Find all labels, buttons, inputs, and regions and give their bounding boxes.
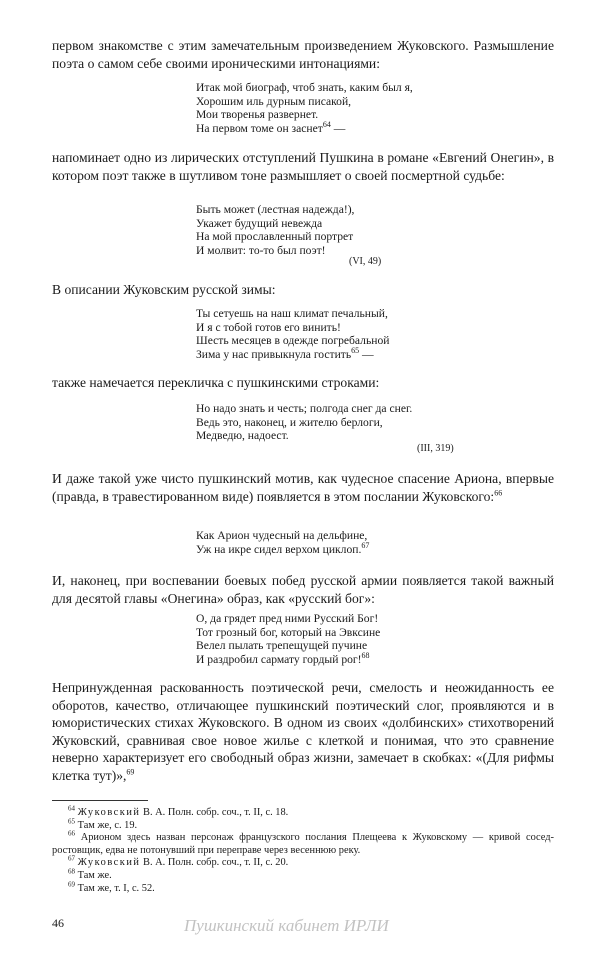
verse-line: Велел пылать трепещущей пучине [196, 639, 368, 653]
paragraph-3: В описании Жуковским русской зимы: [52, 282, 276, 297]
verse-line: Зима у нас привыкнула гостить$^{65}$ — [196, 345, 374, 361]
verse-line: Но надо знать и честь; полгода снег да снег. [196, 402, 413, 415]
verse-quote-6 [196, 612, 380, 666]
verse-quote-4 [196, 402, 412, 443]
verse-line: Медведю, надоест. [196, 429, 289, 443]
footnote-ref: 66 [494, 487, 503, 497]
verse-line: На первом томе он заснет$^{64}$ — [196, 119, 346, 135]
footnote: $^{67}$ Жуковский В. А. Полн. собр. соч., т. II, с. 20. [68, 854, 289, 869]
footnote: $^{68}$ Там же. [68, 867, 112, 881]
verse-line: Тот грозный бог, который на Эвксине [196, 625, 381, 639]
verse-line: Ты сетуешь на наш климат печальный, [196, 307, 388, 320]
verse-line: На мой прославленный портрет [196, 230, 354, 244]
footnote: $^{64}$ Жуковский В. А. Полн. собр. соч., т. II, с. 18. [68, 804, 289, 818]
footnote-ref: 69 [126, 766, 135, 776]
footnote: $^{65}$ Там же, с. 19. [68, 817, 138, 831]
verse-line: Хорошим иль дурным писакой, [196, 94, 352, 108]
paragraph-7: Непринужденная раскованность поэтической речи, смелость и неожиданность ее оборотов, качество, отличающее пушкинский поэтический слог, проявляются и в юмористических стихах Жуковского. В одном из своих «долбинских» стихотворений Жуковский, сравнивая свое новое жилье с клеткой и понимая, что это сравнение неверно характеризует его свободный образ жизни, замечает в скобках: «(Для рифмы клетка тут)»,$^{69}$ [52, 680, 554, 783]
paragraph-5: И даже такой уже чисто пушкинский мотив, как чудесное спасение Ариона, впервые (правда, в травестированном виде) появляется в этом послании Жуковского:$^{66}$ [52, 471, 554, 504]
footnote-ref: 67 [361, 540, 370, 550]
verse-line: И раздробил сармату гордый рог!$^{68}$ [196, 650, 370, 666]
footnote-ref: 65 [351, 345, 360, 355]
verse-line: И я с тобой готов его винить! [196, 320, 341, 334]
footnote-ref: 68 [361, 650, 370, 660]
paragraph-6: И, наконец, при воспевании боевых побед русской армии появляется такой важный для десятой главы «Онегина» образ, как «русский бог»: [52, 573, 554, 606]
footnote-divider [52, 800, 148, 801]
verse-line: О, да грядет пред ними Русский Бог! [196, 612, 379, 625]
footnote: $^{69}$ Там же, т. I, с. 52. [68, 880, 155, 894]
watermark: Пушкинский кабинет ИРЛИ [184, 916, 389, 935]
paragraph-2: напоминает одно из лирических отступлений Пушкина в романе «Евгений Онегин», в котором поэт также в шутливом тоне размышляет о своей посмертной судьбе: [52, 150, 554, 183]
verse-line: Как Арион чудесный на дельфине, [196, 529, 368, 542]
verse-quote-2 [196, 203, 354, 257]
footnote: $^{66}$ Арионом здесь назван персонаж французского послания Плещеева к Жуковскому — кривой сосед-ростовщик, едва не потонувший при переправе через весеннюю реку. [52, 829, 554, 856]
source-reference: (III, 319) [417, 443, 454, 454]
verse-line: Укажет будущий невежда [196, 216, 323, 230]
verse-line: Быть может (лестная надежда!), [196, 203, 355, 216]
page-number: 46 [52, 916, 64, 930]
paragraph-1: первом знакомстве с этим замечательным произведением Жуковского. Размышление поэта о самом себе своими ироническими интонациями: [52, 38, 554, 71]
footnote-ref: 64 [322, 119, 331, 129]
verse-line: Итак мой биограф, чтоб знать, каким был я, [196, 81, 413, 94]
verse-line: Шесть месяцев в одежде погребальной [196, 334, 390, 348]
verse-line: Ведь это, наконец, и жителю берлоги, [196, 415, 383, 429]
verse-quote-1 [196, 81, 413, 135]
verse-quote-5 [196, 529, 369, 556]
verse-line: Мои творенья развернет. [196, 108, 319, 122]
verse-line: И молвит: то-то был поэт! [196, 243, 326, 257]
verse-line: Уж на икре сидел верхом циклоп.$^{67}$ [196, 540, 370, 556]
source-reference: (VI, 49) [349, 256, 382, 267]
verse-quote-3 [196, 307, 389, 361]
paragraph-4: также намечается перекличка с пушкинскими строками: [52, 375, 380, 390]
footnotes [52, 804, 554, 895]
